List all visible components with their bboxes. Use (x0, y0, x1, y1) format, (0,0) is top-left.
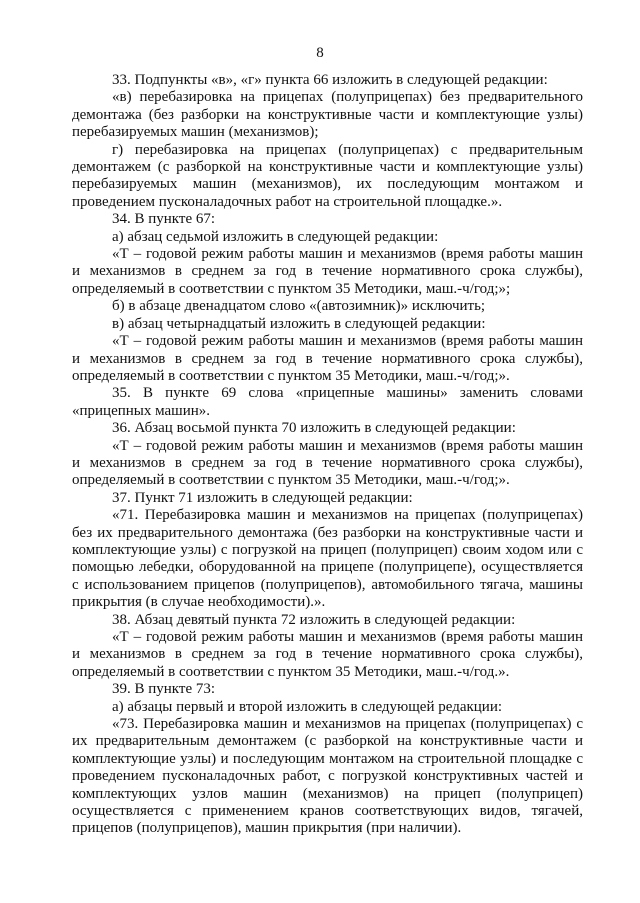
paragraph-34-v: в) абзац четырнадцатый изложить в следующей редакции: (112, 315, 486, 332)
paragraph-34-a-text: «Т – годовой режим работы машин и механизмов (время работы машин и механизмов в среднем за год в течение нормативного срока службы), определяемый в соответствии с пунктом 35 Методики, маш.-ч/год;»; (72, 246, 583, 297)
paragraph-34-v-text: «Т – годовой режим работы машин и механизмов (время работы машин и механизмов в среднем за год в течение нормативного срока службы), определяемый в соответствии с пунктом 35 Методики, маш.-ч/год;». (72, 333, 583, 384)
paragraph-36-text: «Т – годовой режим работы машин и механизмов (время работы машин и механизмов в среднем за год в течение нормативного срока службы), определяемый в соответствии с пунктом 35 Методики, маш.-ч/год;». (72, 437, 583, 489)
paragraph-39-heading: 39. В пункте 73: (112, 681, 216, 698)
paragraph-38-heading: 38. Абзац девятый пункта 72 изложить в следующей редакции: (112, 611, 516, 628)
page-number: 8 (316, 45, 324, 61)
paragraph-37-text: «71. Перебазировка машин и механизмов на прицепах (полуприцепах) без их предварительного демонтажа (без разборки на конструктивные части и комплектующие узлы) с погрузкой на прицеп (полуприцеп) своим ходом или с помощью лебедки, оборудованной на прицепе (полуприцепе), осуществляется с использованием прицепов (полуприцепов), автомобильного тягача, машины прикрытия (в случае необходимости).». (72, 507, 583, 611)
paragraph-34-b: б) в абзаце двенадцатом слово «(автозимник)» исключить; (112, 298, 486, 315)
paragraph-37-heading: 37. Пункт 71 изложить в следующей редакции: (112, 489, 413, 506)
paragraph-33-v: «в) перебазировка на прицепах (полуприцепах) без предварительного демонтажа (без разборки на конструктивные части и комплектующие узлы) перебазируемых машин (механизмов); (72, 89, 583, 141)
paragraph-33-g: г) перебазировка на прицепах (полуприцепах) с предварительным демонтажем (с разборкой на конструктивные части и комплектующие узлы) перебазируемых машин (механизмов), их последующим монтажом и проведением пусконаладочных работ на строительной площадке.». (72, 141, 583, 210)
paragraph-39-a: а) абзацы первый и второй изложить в следующей редакции: (112, 698, 503, 715)
paragraph-39-a-text: «73. Перебазировка машин и механизмов на прицепах (полуприцепах) с их предварительным демонтажем (с разборкой на конструктивные части и комплектующие узлы) и последующим монтажом на строительной площадке с проведением пусконаладочных работ, с погрузкой конструктивных частей и комплектующих узлов машин (механизмов) на прицеп (полуприцеп) осуществляется с применением кранов соответствующих видов, тягачей, прицепов (полуприцепов), машин прикрытия (при наличии). (72, 716, 583, 837)
paragraph-34-a: а) абзац седьмой изложить в следующей редакции: (112, 228, 439, 245)
paragraph-33-heading: 33. Подпункты «в», «г» пункта 66 изложить в следующей редакции: (112, 72, 548, 88)
paragraph-35: 35. В пункте 69 слова «прицепные машины» заменить словами «прицепных машин». (72, 385, 583, 419)
paragraph-34-heading: 34. В пункте 67: (112, 211, 216, 228)
paragraph-38-text: «Т – годовой режим работы машин и механизмов (время работы машин и механизмов в среднем за год в течение нормативного срока службы), определяемый в соответствии с пунктом 35 Методики, маш.-ч/год.». (72, 629, 583, 680)
paragraph-36-heading: 36. Абзац восьмой пункта 70 изложить в следующей редакции: (112, 420, 516, 437)
